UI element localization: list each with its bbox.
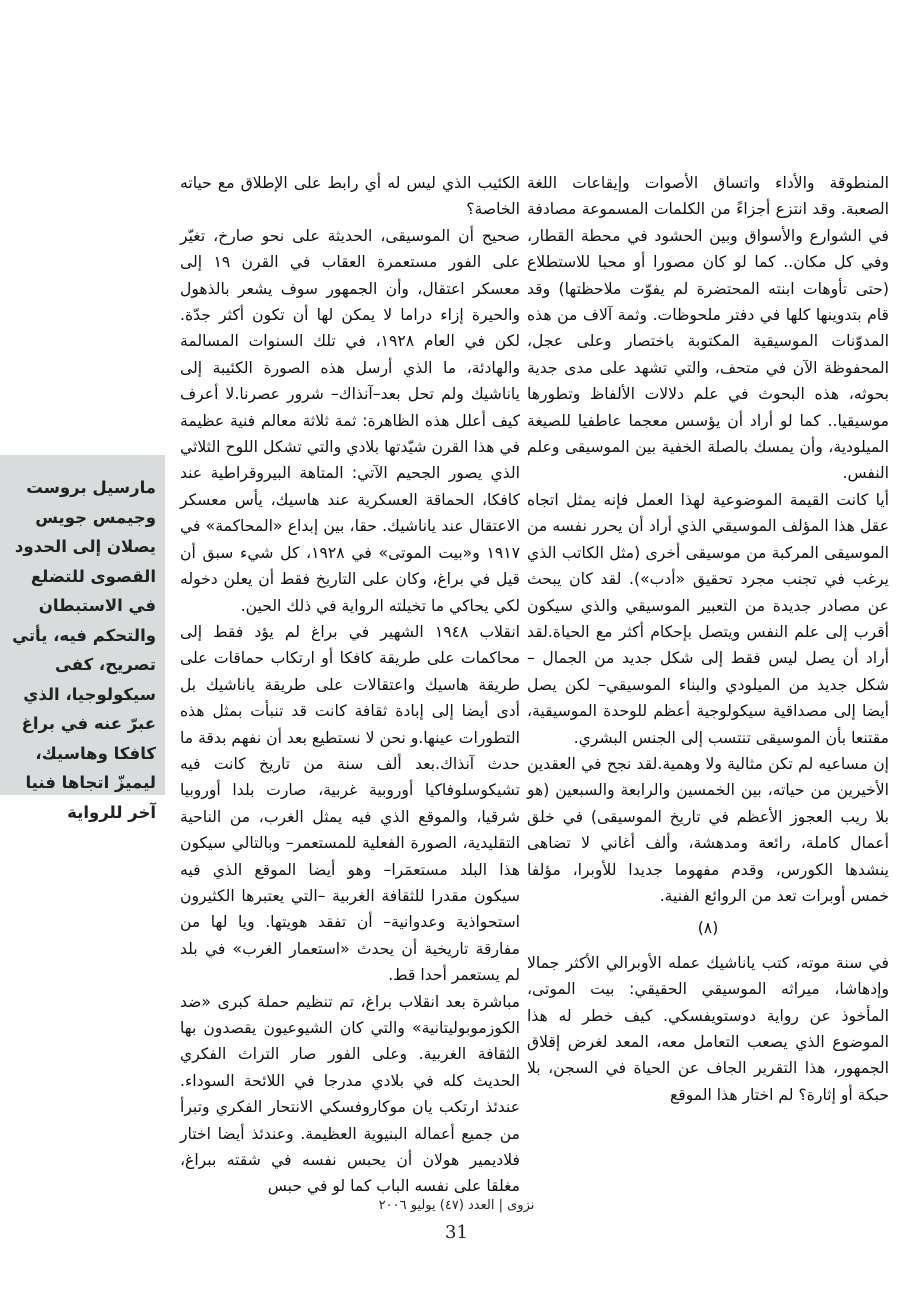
pull-quote-text: مارسيل بروست وجيمس جويس يصلان إلى الحدود القصوى للتضلع في الاستبطان والتحكم فيه، يأتي تصريح، كفى سيكولوجيا، الذي عبرّ عنه في براغ كافكا وهاسيك، ليميزّ اتجاها فنيا آخر للرواية: [12, 478, 156, 822]
paragraph: إن مساعيه لم تكن مثالية ولا وهمية.لقد نجح في العقدين الأخيرين من حياته، بين الخمسين والرابعة والسبعين (هو بلا ريب العجوز الأعظم في تاريخ الموسيقى) في خلق أعمال كاملة، رائعة ومدهشة، وألف أغاني لا تضاهى ينشدها الكورس، وقدم مفهوما جديدا للأوبرا، مؤلفا خمس أوبرات تعد من الروائع الفنية.: [527, 754, 889, 905]
paragraph: المنطوقة والأداء واتساق الأصوات وإيقاعات اللغة الصعبة. وقد انتزع أجزاءً من الكلمات المسموعة مصادفة في الشوارع والأسواق وبين الحشود في محطة القطار، وفي كل مكان.. كما لو كان مصورا أو محبا للاستطلاع (حتى تأوهات ابنته المحتضرة لم يفوّت ملاحظتها) وقد قام بتدوينها كلها في دفتر ملحوظات. وثمة آلاف من هذه المدوّنات الموسيقية المكتوبة باختصار وعلى عجل، المحفوظة الآن في متحف، والتي تشهد على مدى جدية بحوثه، هذه البحوث في علم دلالات الألفاظ وتطورها موسيقيا.. كما لو أراد أن يؤسس معجما عاطفيا للصيغة الميلودية، وأن يمسك بالصلة الخفية بين الموسيقى وعلم النفس.: [527, 174, 889, 483]
paragraph: مباشرة بعد انقلاب براغ، تم تنظيم حملة كبرى «ضد الكوزموبوليتانية» والتي كان الشيوعيون يقصدون بها الثقافة الغربية. وعلى الفور صار التراث الفكري الحديث كله في بلادي مدرجا في اللائحة السوداء. عندئذ ارتكب يان موكاروفسكي الانتحار الفكري وتبرأ من جميع أعماله البنيوية العظيمة. وعندئذ أيضا اختار فلاديمير هولان أن يحبس نفسه في شقته ببراغ، مغلقا على نفسه الباب كما لو في حبس: [180, 992, 520, 1196]
paragraph: أيا كانت القيمة الموضوعية لهذا العمل فإنه يمثل اتجاه عقل هذا المؤلف الموسيقي الذي أراد أن يحرر نفسه من الموسيقى المركبة من موسيقى أخرى (مثل الكاتب الذي يرغب في تجنب مجرد تحقيق «أدب»). لقد كان يبحث عن مصادر جديدة من التعبير الموسيقي والذي سيكون أقرب إلى علم النفس ويتصل بإحكام أكثر مع الحياة.لقد أراد أن يصل ليس فقط إلى شكل جديد من الجمال –شكل جديد من الميلودي والبناء الموسيقي– لكن يصل أيضا إلى مصداقية سيكولوجية أعظم للوحدة الموسيقية، مقتنعا بأن الموسيقى تنتسب إلى الجنس البشري.: [527, 490, 889, 747]
page-footer: [0, 1196, 913, 1246]
issue-info: نزوى | العدد (٤٧) يوليو ٢٠٠٦: [378, 1198, 535, 1213]
paragraph: صحيح أن الموسيقى، الحديثة على نحو صارخ، تغيّر على الفور مستعمرة العقاب في القرن ١٩ إلى معسكر اعتقال، وأن الجمهور سوف يشعر بالذهول والحيرة إزاء دراما لا يمكن لها أن تكون أكثر جدّة. لكن في العام ١٩٢٨، في تلك السنوات المسالمة والهادئة، ما الذي أرسل هذه الصورة الكئيبة إلى ياناشيك ولم تحل بعد–آنذاك– شرور عصرنا.لا أعرف كيف أعلل هذه الظاهرة: ثمة ثلاثة معالم فنية عظيمة في هذا القرن شيّدتها بلادي والتي تشكل اللوح الثلاثي الذي يصور الجحيم الآتي: المتاهة البيروقراطية عند كافكا، الحماقة العسكرية عند هاسيك، يأس معسكر الاعتقال عند ياناشيك. حقا، بين إبداع «المحاكمة» في ١٩١٧ و«بيت الموتى» في ١٩٢٨، كل شيء سبق أن قيل في براغ، وكان على التاريخ فقط أن يعلن دخوله لكي يحاكي ما تخيلته الرواية في ذلك الحين.: [180, 226, 520, 615]
paragraph: في سنة موته، كتب ياناشيك عمله الأوبرالي الأكثر جمالا وإدهاشا، ميراثه الموسيقي الحقيقي: بيت الموتى، المأخوذ عن رواية دوستويفسكي. كيف خطر له هذا الموضوع الذي يصعب التعامل معه، المعد لغرض إقلاق الجمهور، هذا التقرير الجاف عن الحياة في السجن، بلا حبكة أو إثارة؟ لم اختار هذا الموقع: [527, 953, 889, 1104]
paragraph: الكئيب الذي ليس له أي رابط على الإطلاق مع حياته الخاصة؟: [180, 174, 520, 219]
paragraph: انقلاب ١٩٤٨ الشهير في براغ لم يؤد فقط إلى محاكمات على طريقة كافكا أو ارتكاب حماقات على طريقة هاسيك واعتقالات على طريقة ياناشيك بل أدى أيضا إلى إبادة ثقافة كانت قد تنبأت بمثل هذه التطورات عينها.و نحن لا نستطيع بعد أن نفهم بدقة ما حدث آنذاك.بعد ألف سنة من تاريخ كانت فيه تشيكوسلوفاكيا أوروبية غربية، صارت بلدا أوروبيا شرقيا، والموقع الذي فيه يمثل الغرب، من الناحية التقليدية، الصورة الفعلية للمستعمر– وبالتالي سيكون هذا البلد مستعمَرا– وهو أيضا الموقع الذي فيه سيكون مقدرا للثقافة الغربية –التي يعتبرها الكثيرون استحواذية وعدوانية– أن تفقد هويتها. ويا لها من مفارقة تاريخية أن يحدث «استعمار الغرب» في بلد لم يستعمر أحدا قط.: [180, 622, 520, 985]
section-number: (٨): [697, 919, 719, 938]
page-number: 31: [445, 1222, 468, 1243]
article-column-left: [180, 170, 520, 1200]
pull-quote-box: [0, 455, 165, 822]
article-column-right: [527, 170, 889, 1108]
